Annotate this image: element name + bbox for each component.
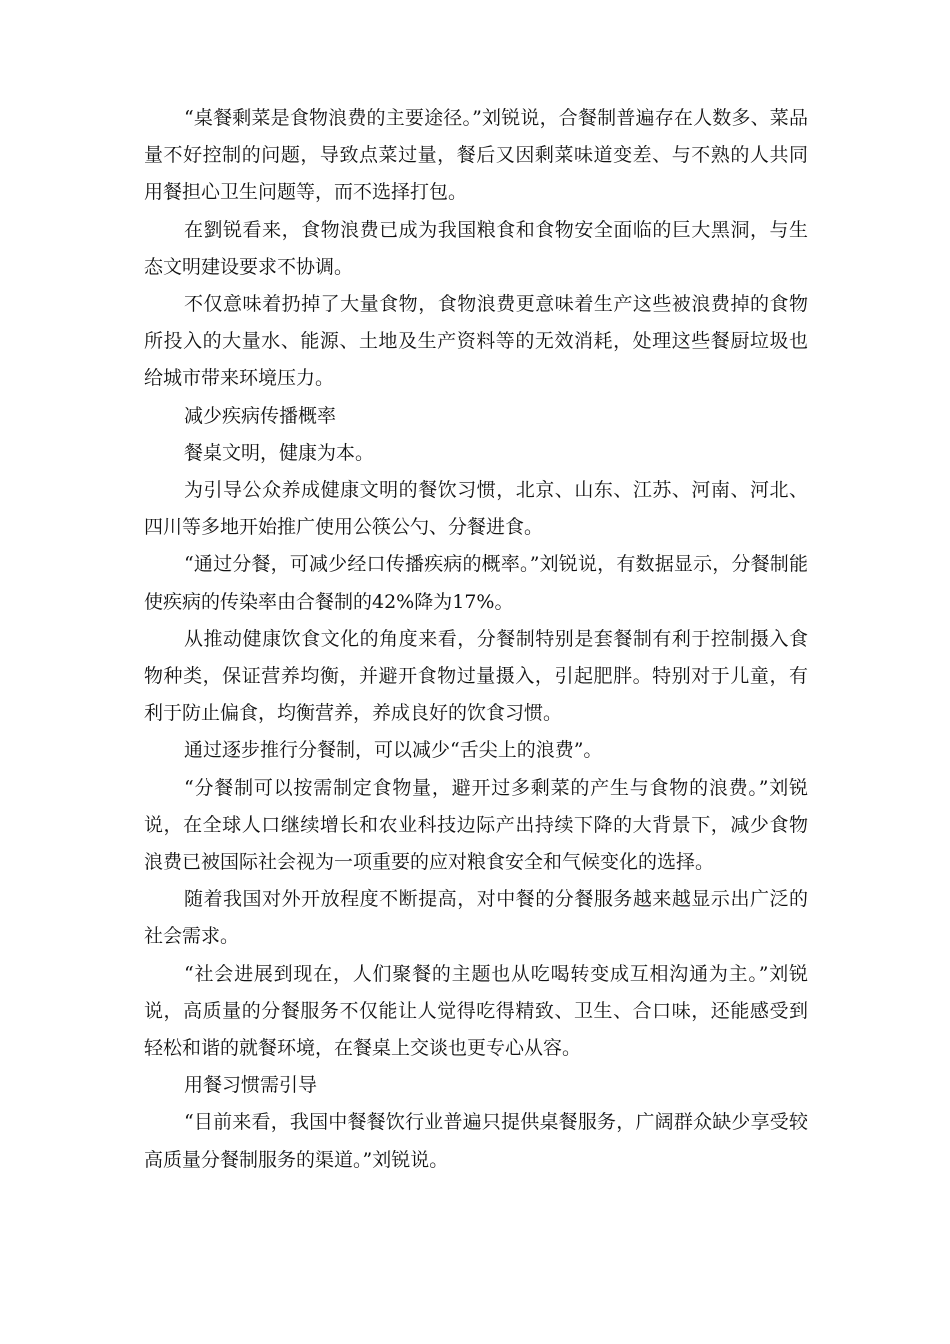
paragraph: 随着我国对外开放程度不断提高，对中餐的分餐服务越来越显示出广泛的社会需求。 [144, 888, 808, 948]
paragraph: 餐桌文明，健康为本。 [184, 441, 375, 464]
section-heading: 减少疾病传播概率 [184, 404, 337, 427]
paragraph: 为引导公众养成健康文明的餐饮习惯，北京、山东、江苏、河南、河北、四川等多地开始推广使用公筷公勺、分餐进食。 [144, 479, 808, 539]
section-heading: 用餐习惯需引导 [184, 1074, 318, 1097]
paragraph: “分餐制可以按需制定食物量，避开过多剩菜的产生与食物的浪费。”刘锐说，在全球人口继续增长和农业科技边际产出持续下降的大背景下，减少食物浪费已被国际社会视为一项重要的应对粮食安全和气候变化的选择。 [144, 776, 808, 874]
paragraph: “通过分餐，可减少经口传播疾病的概率。”刘锐说，有数据显示，分餐制能使疾病的传染率由合餐制的42%降为17%。 [144, 553, 808, 613]
document-body [144, 100, 808, 1179]
paragraph: “社会进展到现在，人们聚餐的主题也从吃喝转变成互相沟通为主。”刘锐说，高质量的分餐服务不仅能让人觉得吃得精致、卫生、合口味，还能感受到轻松和谐的就餐环境，在餐桌上交谈也更专心从容。 [144, 962, 808, 1060]
paragraph: “桌餐剩菜是食物浪费的主要途径。”刘锐说，合餐制普遍存在人数多、菜品量不好控制的问题，导致点菜过量，餐后又因剩菜味道变差、与不熟的人共同用餐担心卫生问题等，而不选择打包。 [144, 107, 808, 204]
paragraph: 通过逐步推行分餐制，可以减少“舌尖上的浪费”。 [184, 739, 603, 762]
paragraph: 不仅意味着扔掉了大量食物，食物浪费更意味着生产这些被浪费掉的食物所投入的大量水、能源、土地及生产资料等的无效消耗，处理这些餐厨垃圾也给城市带来环境压力。 [144, 293, 808, 390]
paragraph: 在劉锐看来，食物浪费已成为我国粮食和食物安全面临的巨大黑洞，与生态文明建设要求不协调。 [144, 218, 808, 278]
paragraph: 从推动健康饮食文化的角度来看，分餐制特别是套餐制有利于控制摄入食物种类，保证营养均衡，并避开食物过量摄入，引起肥胖。特别对于儿童，有利于防止偏食，均衡营养，养成良好的饮食习惯。 [144, 627, 808, 725]
paragraph: “目前来看，我国中餐餐饮行业普遍只提供桌餐服务，广阔群众缺少享受较高质量分餐制服务的渠道。”刘锐说。 [144, 1111, 808, 1171]
